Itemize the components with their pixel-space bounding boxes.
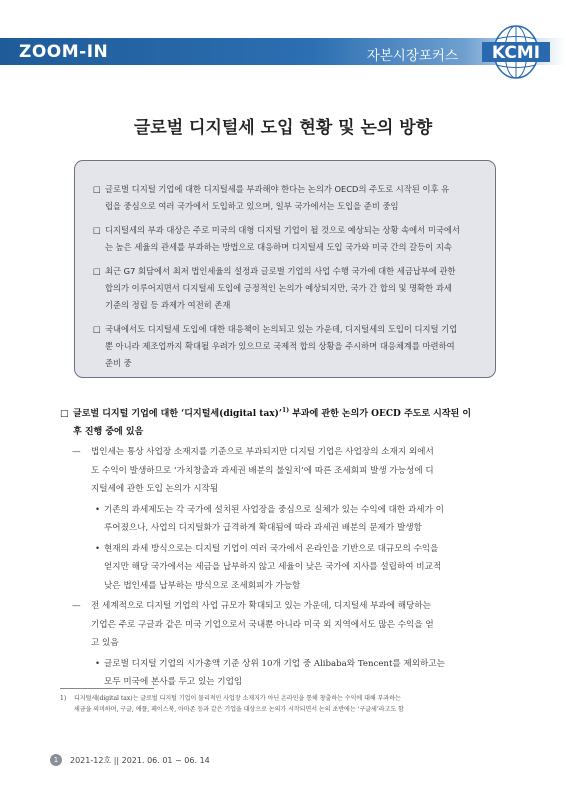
heading-line-1b: 부과에 관한 논의가 OECD 주도로 시작된 이 — [289, 409, 472, 419]
item-line: 기업은 주로 구글과 같은 미국 기업으로서 국내뿐 아니라 미국 외 지역에서도 많은 수익을 얻 — [91, 619, 434, 630]
item-line: 지털세에 관한 도입 논의가 시작됨 — [91, 484, 219, 494]
checkbox-marker: □ — [93, 324, 101, 334]
heading-line-1a: 글로벌 디지털 기업에 대한 ‘디지털세(digital tax)’ — [73, 409, 283, 419]
checkbox-marker: □ — [93, 184, 101, 194]
summary-line: 국내에서도 디지털세 도입에 대한 대응책이 논의되고 있는 가운데, 디지털세의 도입이 디지털 기업 — [105, 324, 458, 334]
logo-wordmark: KCMI — [491, 43, 541, 63]
bullet-marker: • — [95, 543, 101, 554]
summary-line: 는 높은 세율의 관세를 부과하는 방법으로 대응하며 디지털세 도입 국가와 미국 간의 갈등이 지속 — [105, 242, 452, 252]
item-line: 고 있음 — [91, 638, 119, 648]
summary-box — [74, 160, 496, 378]
summary-line: 합의가 이루어지면서 디지털세 도입에 긍정적인 논의가 예상되지만, 국가 간 합의 및 명확한 과세 — [105, 283, 452, 293]
dash-marker: — — [72, 601, 81, 611]
item-line: 낮은 법인세를 납부하는 방식으로 조세회피가 가능함 — [104, 580, 301, 591]
section-label: ZOOM-IN — [19, 42, 109, 62]
summary-item — [93, 222, 483, 256]
footnote-divider — [60, 688, 154, 689]
bullet-item — [60, 655, 510, 692]
series-name: 자본시장포커스 — [366, 48, 458, 64]
summary-item — [93, 263, 483, 314]
item-line: 기존의 과세제도는 각 국가에 설치된 사업장을 중심으로 실체가 있는 수익에 대한 과세가 이 — [104, 504, 444, 515]
bullet-marker: • — [95, 658, 101, 669]
summary-item — [93, 181, 483, 215]
footnote-line-2: 세금을 의미하며, 구글, 애플, 페이스북, 아마존 등과 같은 기업을 대상으로 논의가 시작되면서 논의 초반에는 ‘구글세’라고도 함 — [74, 705, 404, 713]
issue-meta: 2021-12호 || 2021. 06. 01 ~ 06. 14 — [70, 756, 210, 765]
item-line: 현재의 과세 방식으로는 디지털 기업이 여러 국가에서 온라인을 기반으로 대규모의 수익을 — [104, 543, 439, 554]
bullet-item — [60, 501, 510, 538]
dash-item — [60, 597, 510, 653]
checkbox-marker: □ — [60, 409, 69, 419]
item-line: 도 수익이 발생하므로 ‘가치창출과 과세권 배분의 불일치’에 따른 조세회피 발생 가능성에 디 — [91, 465, 434, 476]
summary-line: 디지털세의 부과 대상은 주로 미국의 대형 디지털 기업이 될 것으로 예상되는 상황 속에서 미국에서 — [105, 225, 460, 235]
kcmi-logo — [480, 22, 552, 82]
footnote — [60, 694, 515, 715]
bullet-marker: • — [95, 504, 101, 515]
item-line: 얻지만 해당 국가에서는 세금을 납부하지 않고 세율이 낮은 국가에 지사를 설립하여 비교적 — [104, 562, 442, 572]
summary-line: 기준의 정립 등 과제가 여전히 존재 — [105, 300, 231, 310]
summary-line: 뿐 아니라 제조업까지 확대될 우려가 있으므로 국제적 합의 상황을 주시하며 대응체계를 마련하여 — [105, 341, 455, 351]
footnote-marker: 1) — [60, 695, 67, 702]
bullet-item — [60, 540, 510, 596]
dash-item — [60, 443, 510, 499]
footnote-ref: 1) — [282, 407, 290, 414]
footnote-line-1: 디지털세(digital tax)는 글로벌 디지털 기업이 물리적인 사업장 소재지가 아닌 온라인을 통해 창출하는 수익에 대해 부과하는 — [74, 695, 401, 702]
item-line: 루어졌으나, 사업의 디지털화가 급격하게 확대됨에 따라 과세권 배분의 문제가 발생함 — [104, 523, 422, 533]
item-line: 법인세는 통상 사업장 소재지를 기준으로 부과되지만 디지털 기업은 사업장의 소재지 외에서 — [91, 447, 434, 457]
section-heading — [60, 405, 510, 441]
summary-line: 준비 중 — [105, 358, 132, 368]
page-number: 1 — [50, 754, 62, 766]
summary-line: 최근 G7 회담에서 최저 법인세율의 설정과 글로벌 기업의 사업 수행 국가에 대한 세금납부에 관한 — [105, 266, 456, 276]
page-title: 글로벌 디지털세 도입 현황 및 논의 방향 — [133, 118, 433, 138]
checkbox-marker: □ — [93, 266, 101, 276]
summary-line: 글로벌 디지털 기업에 대한 디지털세를 부과해야 한다는 논의가 OECD의 주도로 시작된 이후 유 — [105, 184, 450, 194]
heading-line-2: 후 진행 중에 있음 — [73, 427, 144, 437]
item-line: 글로벌 디지털 기업의 시가총액 기준 상위 10개 기업 중 Alibaba와 Tencent를 제외하고는 — [104, 658, 445, 669]
body-section — [60, 405, 510, 692]
item-line: 전 세계적으로 디지털 기업의 사업 규모가 확대되고 있는 가운데, 디지털세 부과에 해당하는 — [91, 601, 431, 611]
item-line: 모두 미국에 본사를 두고 있는 기업임 — [104, 677, 243, 687]
summary-line: 럽을 중심으로 여러 국가에서 도입하고 있으며, 일부 국가에서는 도입을 준비 중임 — [105, 201, 399, 211]
dash-marker: — — [72, 447, 81, 457]
checkbox-marker: □ — [93, 225, 101, 235]
summary-item — [93, 321, 483, 372]
section-items — [60, 443, 510, 692]
